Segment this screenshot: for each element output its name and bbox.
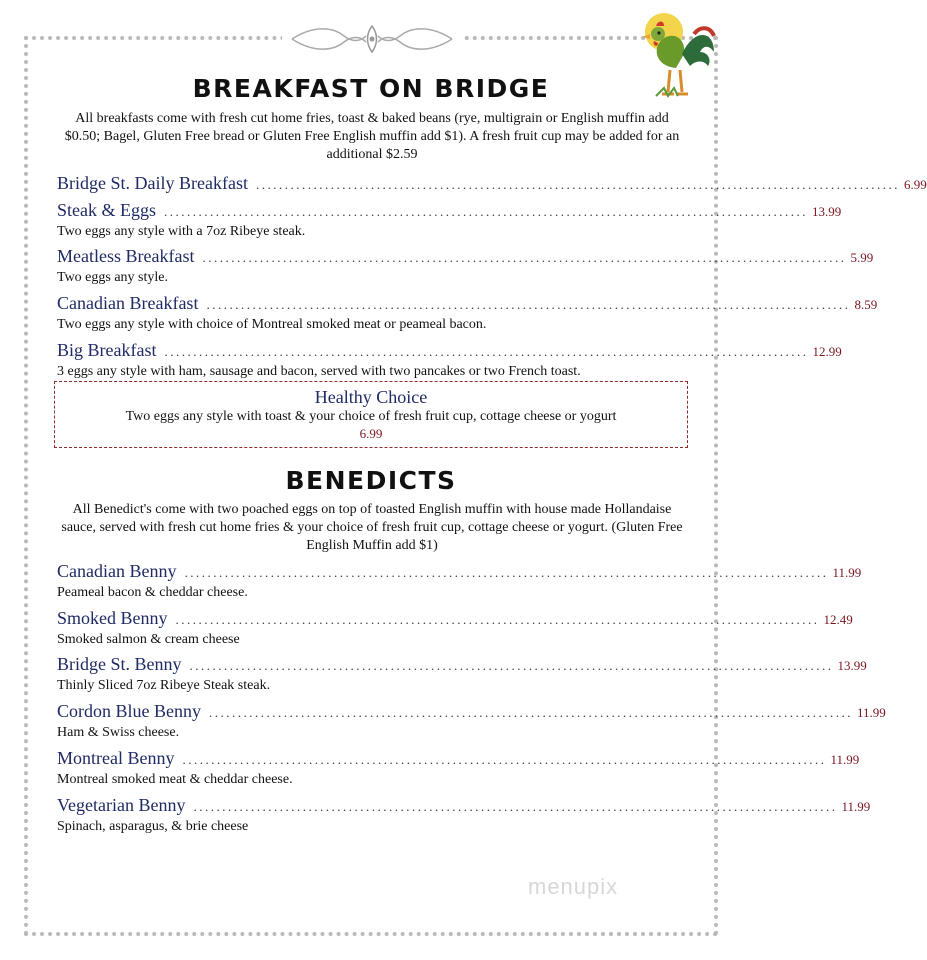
ornament-flourish-icon [282,22,462,56]
item-name: Cordon Blue Benny [57,701,201,721]
item-name: Meatless Breakfast [57,246,195,266]
item-name: Big Breakfast [57,340,157,360]
menu-item [57,608,853,648]
item-description: Montreal smoked meat & cheddar cheese. [57,772,293,787]
item-description: Two eggs any style with a 7oz Ribeye steak. [57,224,306,239]
item-description: Ham & Swiss cheese. [57,725,180,740]
menu-item [57,795,871,835]
benedicts-heading: BENEDICTS [285,466,457,495]
dot-leader: ................................................................................................................ [193,799,838,814]
breakfast-heading: BREAKFAST ON BRIDGE [192,74,550,103]
item-name: Steak & Eggs [57,200,156,220]
item-description: Thinly Sliced 7oz Ribeye Steak steak. [57,678,271,693]
dot-leader: ................................................................................................................ [206,297,851,312]
menu-item [57,561,862,601]
item-name: Vegetarian Benny [57,795,186,815]
item-name: Montreal Benny [57,748,175,768]
item-description: Spinach, asparagus, & brie cheese [57,819,249,834]
item-description: Peameal bacon & cheddar cheese. [57,585,248,600]
item-price: 13.99 [837,658,867,673]
menu-item [57,200,842,240]
item-description: Smoked salmon & cream cheese [57,632,240,647]
item-price: 12.99 [812,344,842,359]
dot-leader: ................................................................................................................ [189,658,834,673]
dot-leader: ................................................................................................................ [164,344,809,359]
menu-item [57,293,878,333]
menu-item [57,654,867,694]
menu-item [57,748,860,788]
dot-leader: ................................................................................................................ [202,250,847,265]
item-price: 8.59 [854,297,878,312]
healthy-choice-box [54,381,688,448]
item-price: 11.99 [841,799,871,814]
item-price: 5.99 [850,250,874,265]
item-price: 11.99 [857,705,886,720]
dot-leader: ................................................................................................................ [175,612,820,627]
item-description: Two eggs any style with choice of Montreal smoked meat or peameal bacon. [57,317,487,332]
item-price: 12.49 [823,612,853,627]
item-name: Smoked Benny [57,608,168,628]
healthy-choice-description: Two eggs any style with toast & your choice of fresh fruit cup, cottage cheese or yogurt [125,409,617,424]
item-description: Two eggs any style. [57,270,169,285]
dot-leader: ................................................................................................................ [184,565,829,580]
menu-item [57,246,874,286]
dot-leader: ................................................................................................................ [182,752,827,767]
healthy-choice-price: 6.99 [359,426,383,441]
item-description: 3 eggs any style with ham, sausage and bacon, served with two pancakes or two French toast. [57,364,581,379]
item-price: 6.99 [903,177,927,192]
item-name: Canadian Benny [57,561,177,581]
healthy-choice-title: Healthy Choice [314,387,428,407]
menu-item [57,701,886,741]
item-name: Canadian Breakfast [57,293,199,313]
benedicts-intro: All Benedict's come with two poached eggs on top of toasted English muffin with house made Hollandaise sauce, served with fresh cut home fries & your choice of fresh fruit cup, cottage cheese or yogurt. (Gluten Free English Muffin add $1) [61,502,683,553]
dot-leader: ................................................................................................................ [164,204,808,219]
menu-item [57,340,842,380]
item-price: 11.99 [830,752,860,767]
item-name: Bridge St. Benny [57,654,182,674]
menu-item [57,173,927,195]
dot-leader: ................................................................................................................ [255,177,900,192]
dot-leader: ................................................................................................................ [209,705,853,720]
item-name: Bridge St. Daily Breakfast [57,173,248,193]
menupix-watermark: menupix [528,874,619,899]
item-price: 11.99 [832,565,862,580]
item-price: 13.99 [812,204,842,219]
breakfast-intro: All breakfasts come with fresh cut home fries, toast & baked beans (rye, multigrain or English muffin add $0.50; Bagel, Gluten Free bread or Gluten Free English muffin add $1). A fresh fruit cup may be added for an additional $2.59 [64,111,680,162]
